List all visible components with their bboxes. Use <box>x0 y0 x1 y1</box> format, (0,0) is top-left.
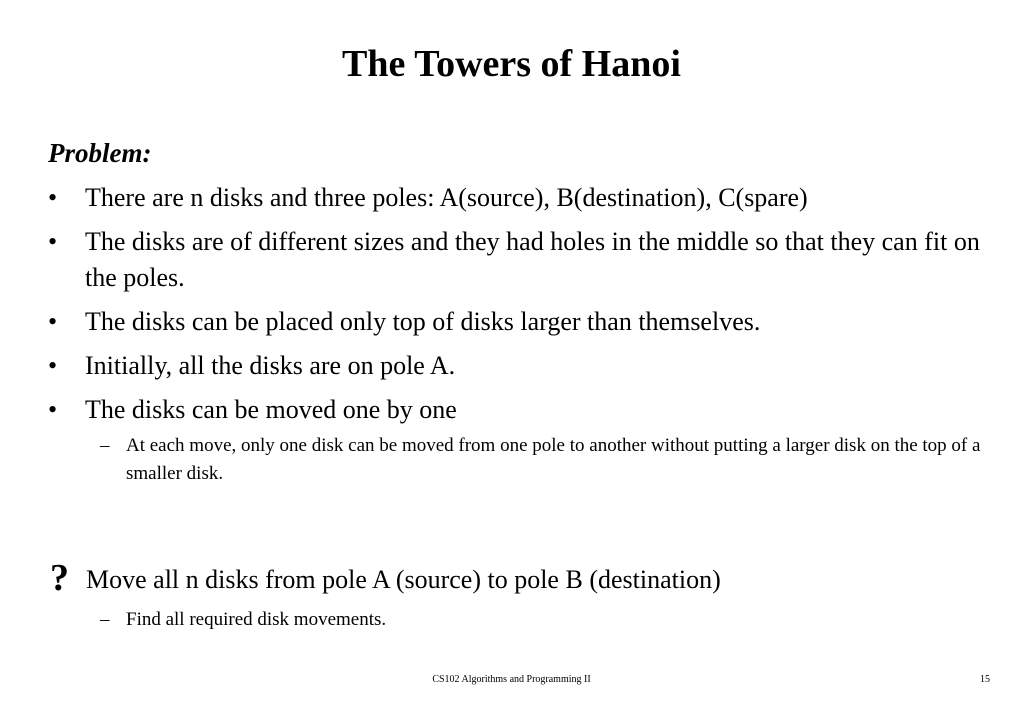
question-mark-icon: ? <box>50 557 69 599</box>
bullet-text: The disks can be moved one by one <box>85 395 457 424</box>
bullet-text: The disks can be placed only top of disks larger than themselves. <box>85 307 761 336</box>
bullet-icon: • <box>48 351 58 380</box>
question-block <box>48 557 998 634</box>
bullet-item <box>48 180 998 216</box>
problem-bullet-list <box>48 180 998 488</box>
bullet-icon: • <box>48 183 58 212</box>
question-sub-item <box>48 606 998 634</box>
bullet-item <box>48 224 998 296</box>
slide-title: The Towers of Hanoi <box>342 43 681 85</box>
sub-bullet-item <box>48 432 998 488</box>
footer-course-title: CS102 Algorithms and Programming II <box>432 674 591 685</box>
bullet-item <box>48 392 998 428</box>
page-number: 15 <box>980 674 990 685</box>
bullet-text: There are n disks and three poles: A(source), B(destination), C(spare) <box>85 183 808 212</box>
question-line <box>48 557 998 600</box>
bullet-icon: • <box>48 395 58 424</box>
dash-icon: – <box>100 609 110 630</box>
question-sub-text: Find all required disk movements. <box>126 609 387 630</box>
bullet-icon: • <box>48 227 58 256</box>
problem-heading: Problem: <box>48 138 152 168</box>
bullet-text: Initially, all the disks are on pole A. <box>85 351 456 380</box>
dash-icon: – <box>100 435 110 456</box>
bullet-item <box>48 348 998 384</box>
bullet-text: The disks are of different sizes and they had holes in the middle so that they can fit on the poles. <box>85 227 980 292</box>
bullet-item <box>48 304 998 340</box>
sub-bullet-text: At each move, only one disk can be moved from one pole to another without putting a larger disk on the top of a smaller disk. <box>126 435 981 484</box>
bullet-icon: • <box>48 307 58 336</box>
question-text: Move all n disks from pole A (source) to pole B (destination) <box>86 565 721 594</box>
